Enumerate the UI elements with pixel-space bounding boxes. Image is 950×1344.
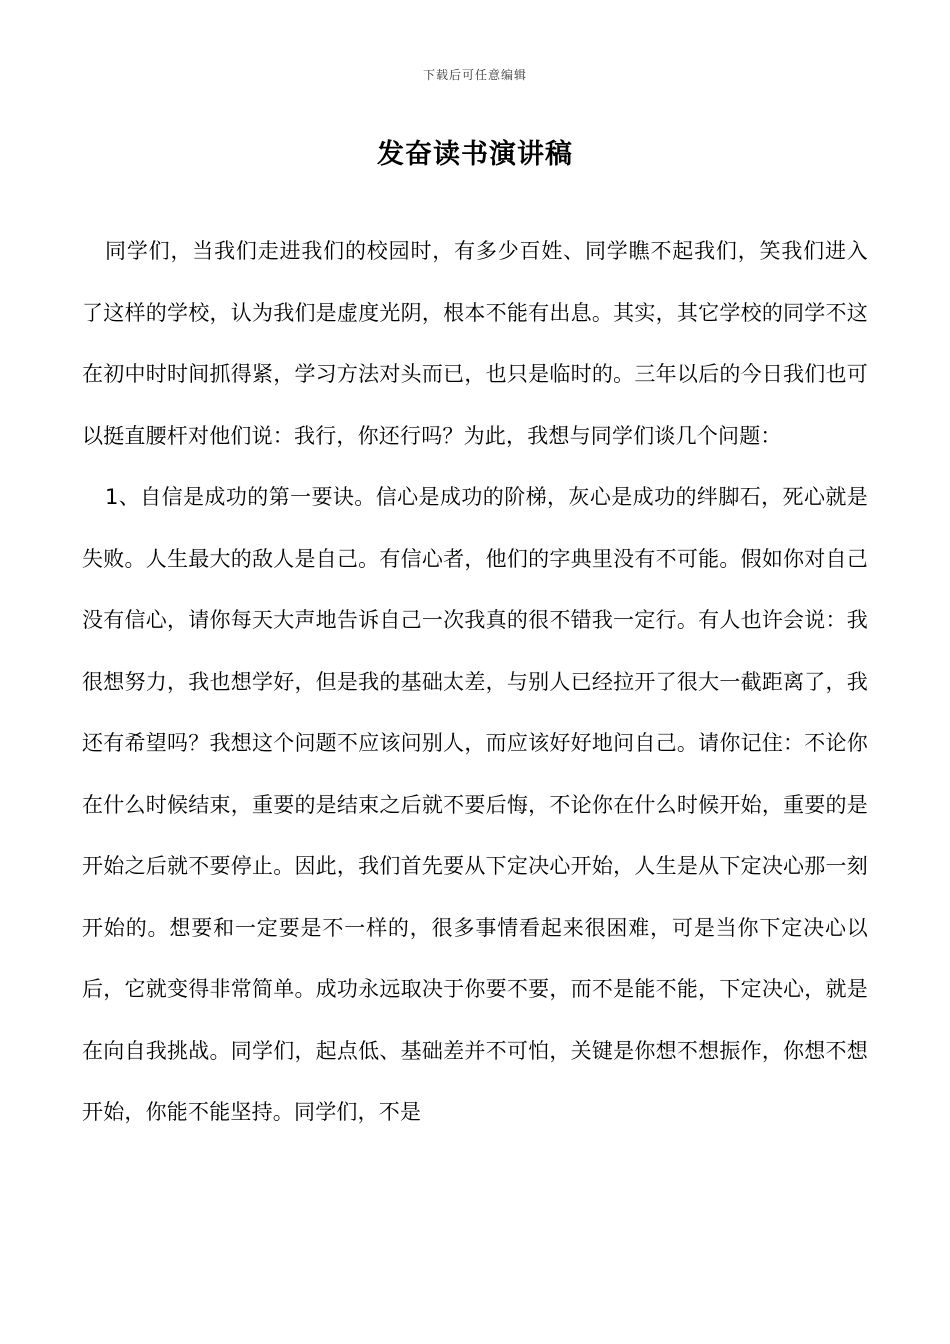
page-title: 发奋读书演讲稿: [377, 139, 573, 170]
paragraph-point-1: 1、自信是成功的第一要诀。信心是成功的阶梯，灰心是成功的绊脚石，死心就是失败。人生最大的敌人是自己。有信心者，他们的字典里没有不可能。假如你对自己没有信心，请你每天大声地告诉自己一次我真的很不错我一定行。有人也许会说：我很想努力，我也想学好，但是我的基础太差，与别人已经拉开了很大一截距离了，我还有希望吗？我想这个问题不应该问别人，而应该好好地问自己。请你记住：不论你在什么时候结束，重要的是结束之后就不要后悔，不论你在什么时候开始，重要的是开始之后就不要停止。因此，我们首先要从下定决心开始，人生是从下定决心那一刻开始的。想要和一定要是不一样的，很多事情看起来很困难，可是当你下定决心以后，它就变得非常简单。成功永远取决于你要不要，而不是能不能，下定决心，就是在向自我挑战。同学们，起点低、基础差并不可怕，关键是你想不想振作，你想不想开始，你能不能坚持。同学们，不是: [82, 485, 868, 1124]
header-note: 下载后可任意编辑: [422, 68, 527, 82]
paragraph-intro: 同学们，当我们走进我们的校园时，有多少百姓、同学瞧不起我们，笑我们进入了这样的学校，认为我们是虚度光阴，根本不能有出息。其实，其它学校的同学不这在初中时时间抓得紧，学习方法对头而已，也只是临时的。三年以后的今日我们也可以挺直腰杆对他们说：我行，你还行吗？为此，我想与同学们谈几个问题：: [82, 239, 868, 448]
document-body: [82, 221, 868, 1144]
